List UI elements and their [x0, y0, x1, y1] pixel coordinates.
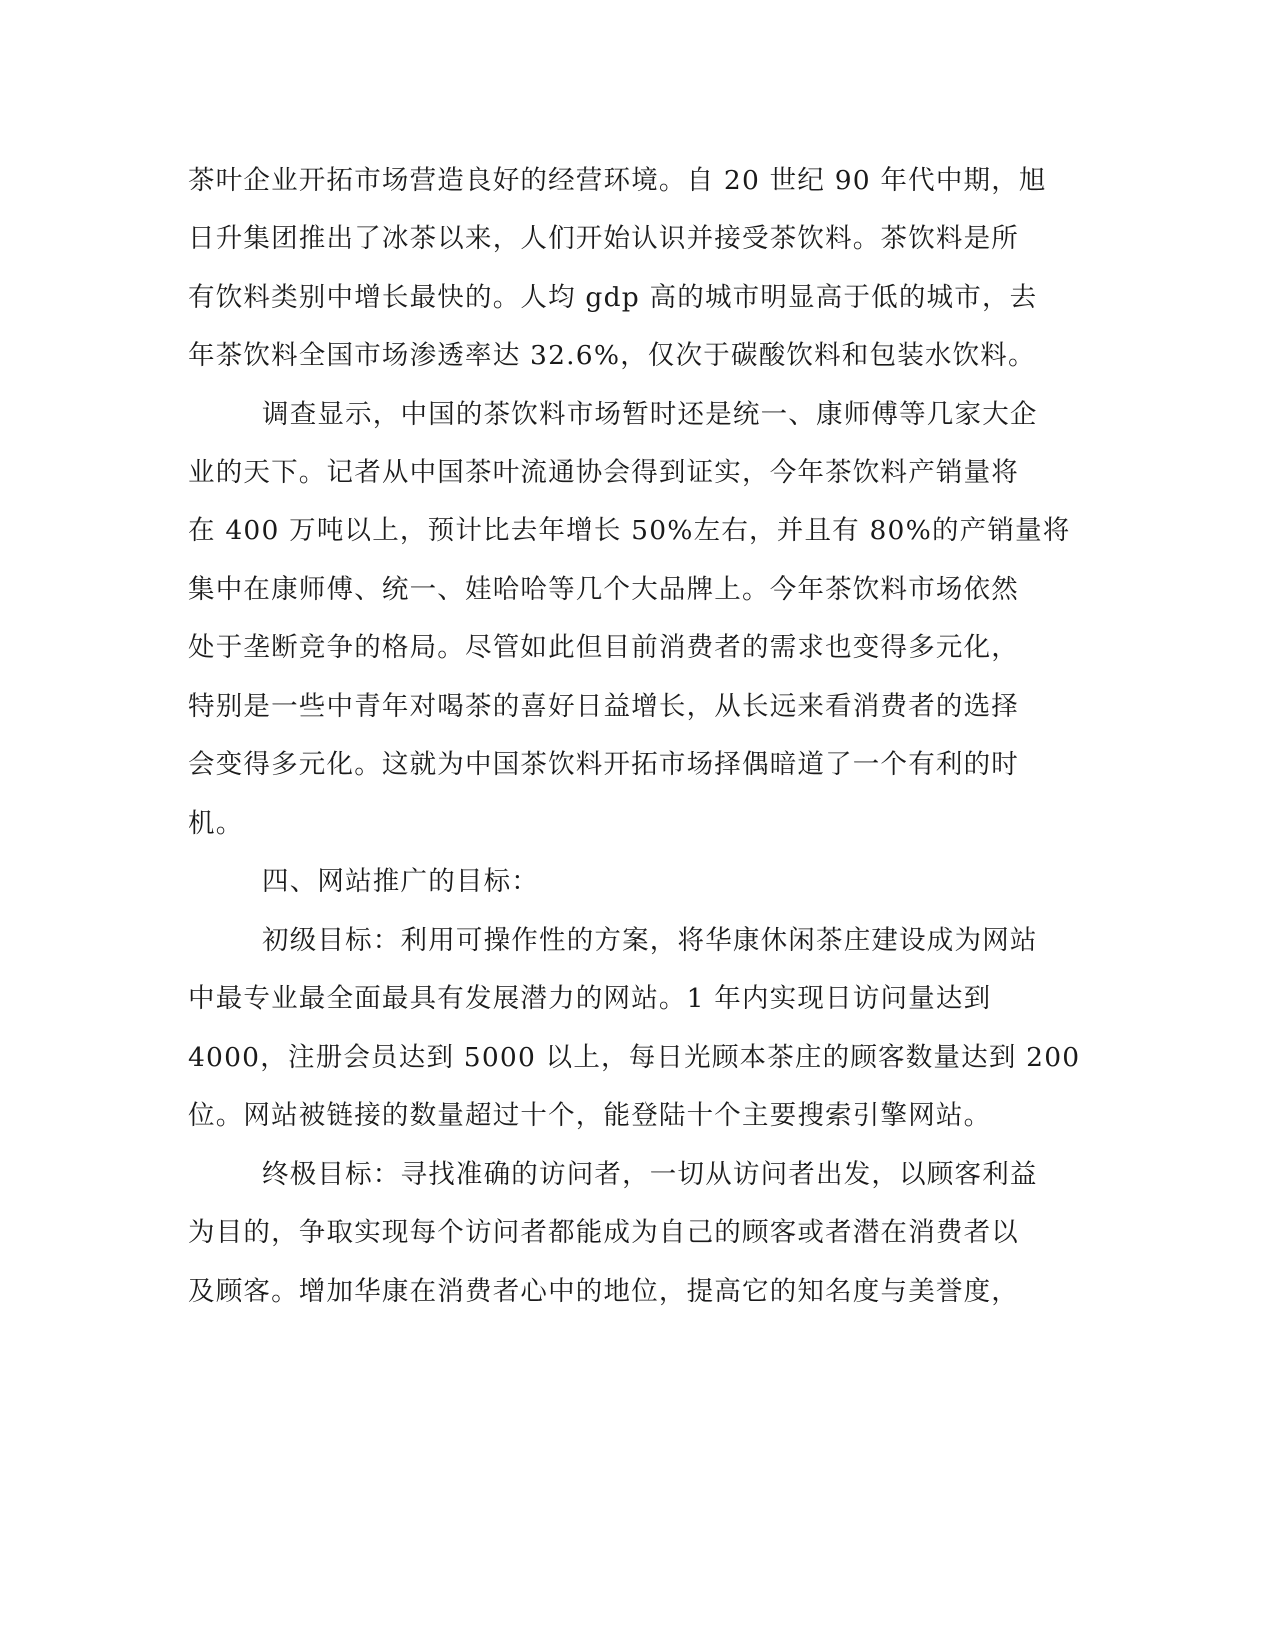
paragraph-line: 年茶饮料全国市场渗透率达 32.6%，仅次于碳酸饮料和包装水饮料。 [188, 340, 1036, 371]
paragraph-line: 集中在康师傅、统一、娃哈哈等几个大品牌上。今年茶饮料市场依然 [188, 574, 1019, 605]
paragraph-line: 位。网站被链接的数量超过十个，能登陆十个主要搜索引擎网站。 [188, 1100, 992, 1131]
section-heading: 四、网站推广的目标： [262, 866, 539, 897]
paragraph-line: 有饮料类别中增长最快的。人均 gdp 高的城市明显高于低的城市，去 [188, 282, 1038, 313]
paragraph-line: 日升集团推出了冰茶以来，人们开始认识并接受茶饮料。茶饮料是所 [188, 223, 1019, 254]
paragraph-line: 为目的，争取实现每个访问者都能成为自己的顾客或者潜在消费者以 [188, 1217, 1019, 1248]
paragraph-line: 处于垄断竞争的格局。尽管如此但目前消费者的需求也变得多元化， [188, 632, 1019, 663]
paragraph-line: 初级目标：利用可操作性的方案，将华康休闲茶庄建设成为网站 [262, 925, 1038, 956]
paragraph-line: 中最专业最全面最具有发展潜力的网站。1 年内实现日访问量达到 [188, 983, 992, 1014]
paragraph-line: 终极目标：寻找准确的访问者，一切从访问者出发，以顾客利益 [262, 1159, 1038, 1190]
paragraph-line: 业的天下。记者从中国茶叶流通协会得到证实，今年茶饮料产销量将 [188, 457, 1019, 488]
paragraph-line: 特别是一些中青年对喝茶的喜好日益增长，从长远来看消费者的选择 [188, 691, 1019, 722]
paragraph-line: 及顾客。增加华康在消费者心中的地位，提高它的知名度与美誉度， [188, 1276, 1019, 1307]
paragraph-line: 茶叶企业开拓市场营造良好的经营环境。自 20 世纪 90 年代中期，旭 [188, 165, 1047, 196]
paragraph-line: 4000，注册会员达到 5000 以上，每日光顾本茶庄的顾客数量达到 200 [188, 1042, 1081, 1073]
paragraph-line: 机。 [188, 808, 244, 839]
paragraph-line: 在 400 万吨以上，预计比去年增长 50%左右，并且有 80%的产销量将 [188, 515, 1071, 546]
paragraph-line: 会变得多元化。这就为中国茶饮料开拓市场择偶暗道了一个有利的时 [188, 749, 1019, 780]
paragraph-line: 调查显示，中国的茶饮料市场暂时还是统一、康师傅等几家大企 [262, 399, 1038, 430]
